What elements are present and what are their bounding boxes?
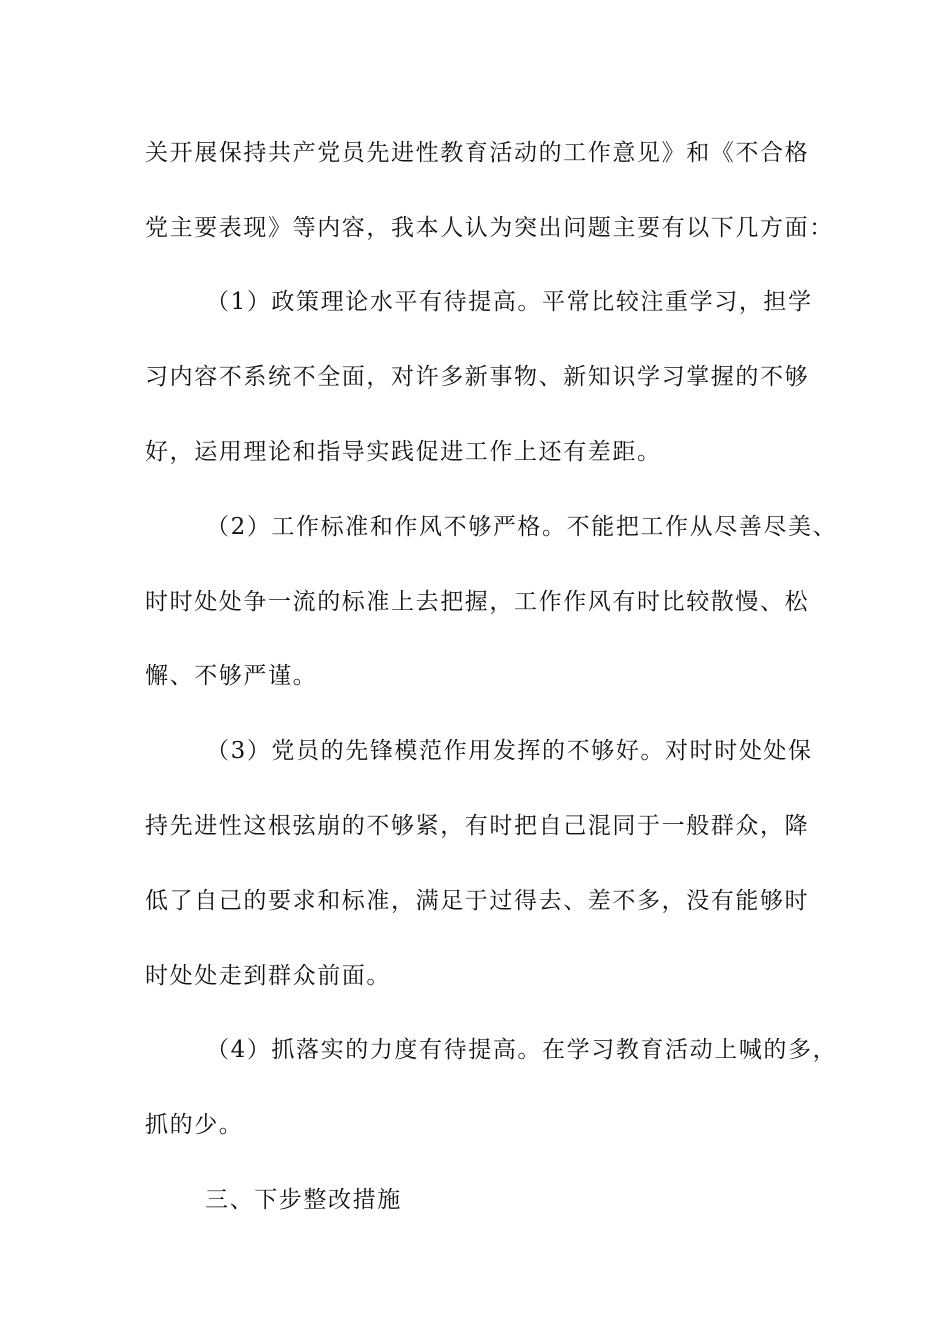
text-line-item4-1: （4）抓落实的力度有待提高。在学习教育活动上喊的多， [206, 1037, 838, 1063]
text-line-item1-2: 习内容不系统不全面，对许多新事物、新知识学习掌握的不够 [145, 364, 810, 390]
text-line-item3-1: （3）党员的先锋模范作用发挥的不够好。对时时处处保 [206, 738, 813, 764]
text-line-intro-2: 党主要表现》等内容，我本人认为突出问题主要有以下几方面： [145, 215, 834, 241]
text-line-item3-2: 持先进性这根弦崩的不够紧，有时把自己混同于一般群众，降 [145, 813, 810, 839]
text-line-item2-2: 时时处处争一流的标准上去把握，工作作风有时比较散慢、松 [145, 589, 810, 615]
section-heading: 三、下步整改措施 [205, 1187, 402, 1213]
text-line-item3-3: 低了自己的要求和标准，满足于过得去、差不多，没有能够时 [145, 888, 810, 914]
text-line-item1-1: （1）政策理论水平有待提高。平常比较注重学习，担学 [206, 289, 813, 315]
text-line-intro-1: 关开展保持共产党员先进性教育活动的工作意见》和《不合格 [145, 140, 810, 166]
text-line-item3-4: 时处处走到群众前面。 [145, 963, 391, 989]
text-line-item4-2: 抓的少。 [145, 1112, 244, 1138]
text-line-item1-3: 好，运用理论和指导实践促进工作上还有差距。 [145, 439, 662, 465]
text-line-item2-3: 懈、不够严谨。 [145, 663, 318, 689]
text-line-item2-1: （2）工作标准和作风不够严格。不能把工作从尽善尽美、 [206, 514, 838, 540]
